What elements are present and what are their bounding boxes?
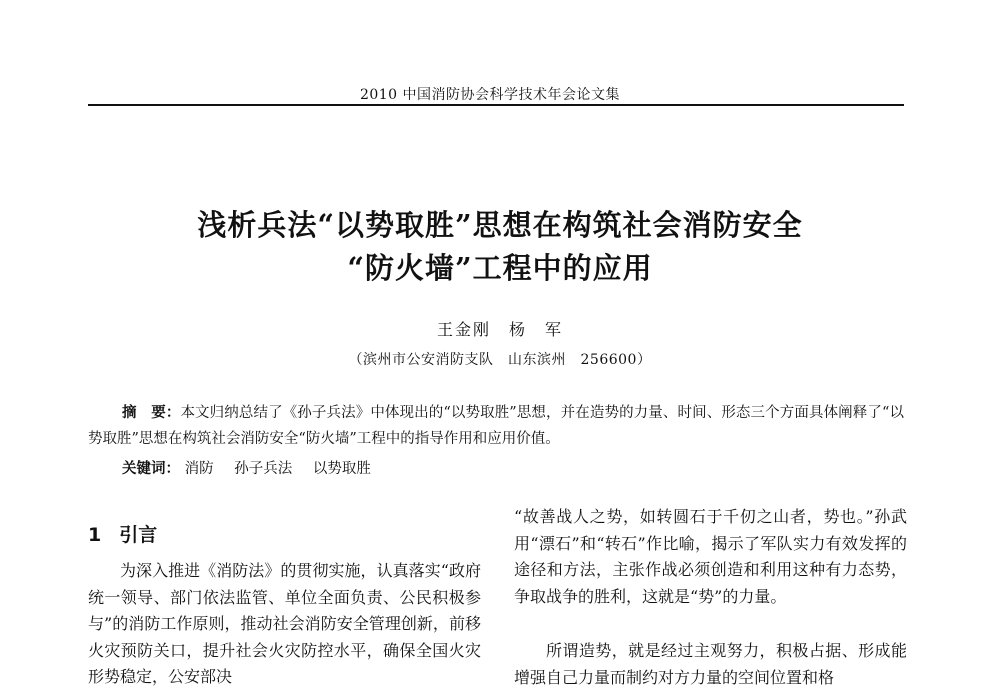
running-header: 2010 中国消防协会科学技术年会论文集 — [359, 87, 621, 103]
right-column-paragraph-2: 所谓造势，就是经过主观努力，积极占据、形成能增强自己力量而制约对方力量的空间位置和格 — [514, 641, 907, 687]
keyword-item: 消防 — [184, 461, 214, 477]
abstract — [88, 400, 904, 452]
keywords — [122, 457, 902, 478]
header-divider — [88, 104, 904, 106]
paper-title-line-1: 浅析兵法“以势取胜”思想在构筑社会消防安全 — [197, 208, 803, 242]
keywords-label: 关键词： — [122, 461, 180, 477]
authors: 王金刚 杨 军 — [436, 320, 563, 339]
keyword-item: 孙子兵法 — [234, 461, 293, 477]
right-column-paragraph-1: “故善战人之势，如转圆石于千仞之山者，势也。”孙武用“漂石”和“转石”作比喻，揭示了军队实力有效发挥的途径和方法，主张作战必须创造和利用这种有力态势，争取战争的胜利，这就是“势”的力量。 — [514, 507, 907, 606]
abstract-label: 摘 要： — [122, 405, 181, 421]
abstract-text: 本文归纳总结了《孙子兵法》中体现出的“以势取胜”思想，并在造势的力量、时间、形态三个方面具体阐释了“以势取胜”思想在构筑社会消防安全“防火墙”工程中的指导作用和应用价值。 — [88, 405, 905, 447]
affiliation: （滨州市公安消防支队 山东滨州 256600） — [348, 352, 652, 368]
paper-title-line-2: “防火墙”工程中的应用 — [347, 251, 653, 285]
section-title: 引言 — [119, 524, 158, 546]
section-number: 1 — [88, 524, 102, 546]
section-heading — [88, 520, 157, 547]
left-column-paragraph: 为深入推进《消防法》的贯彻实施，认真落实“政府统一领导、部门依法监管、单位全面负责、公民积极参与”的消防工作原则，推动社会消防安全管理创新，前移火灾预防关口，提升社会火灾防控水平，确保全国火灾形势稳定，公安部决 — [88, 561, 481, 686]
keyword-item: 以势取胜 — [312, 461, 371, 477]
